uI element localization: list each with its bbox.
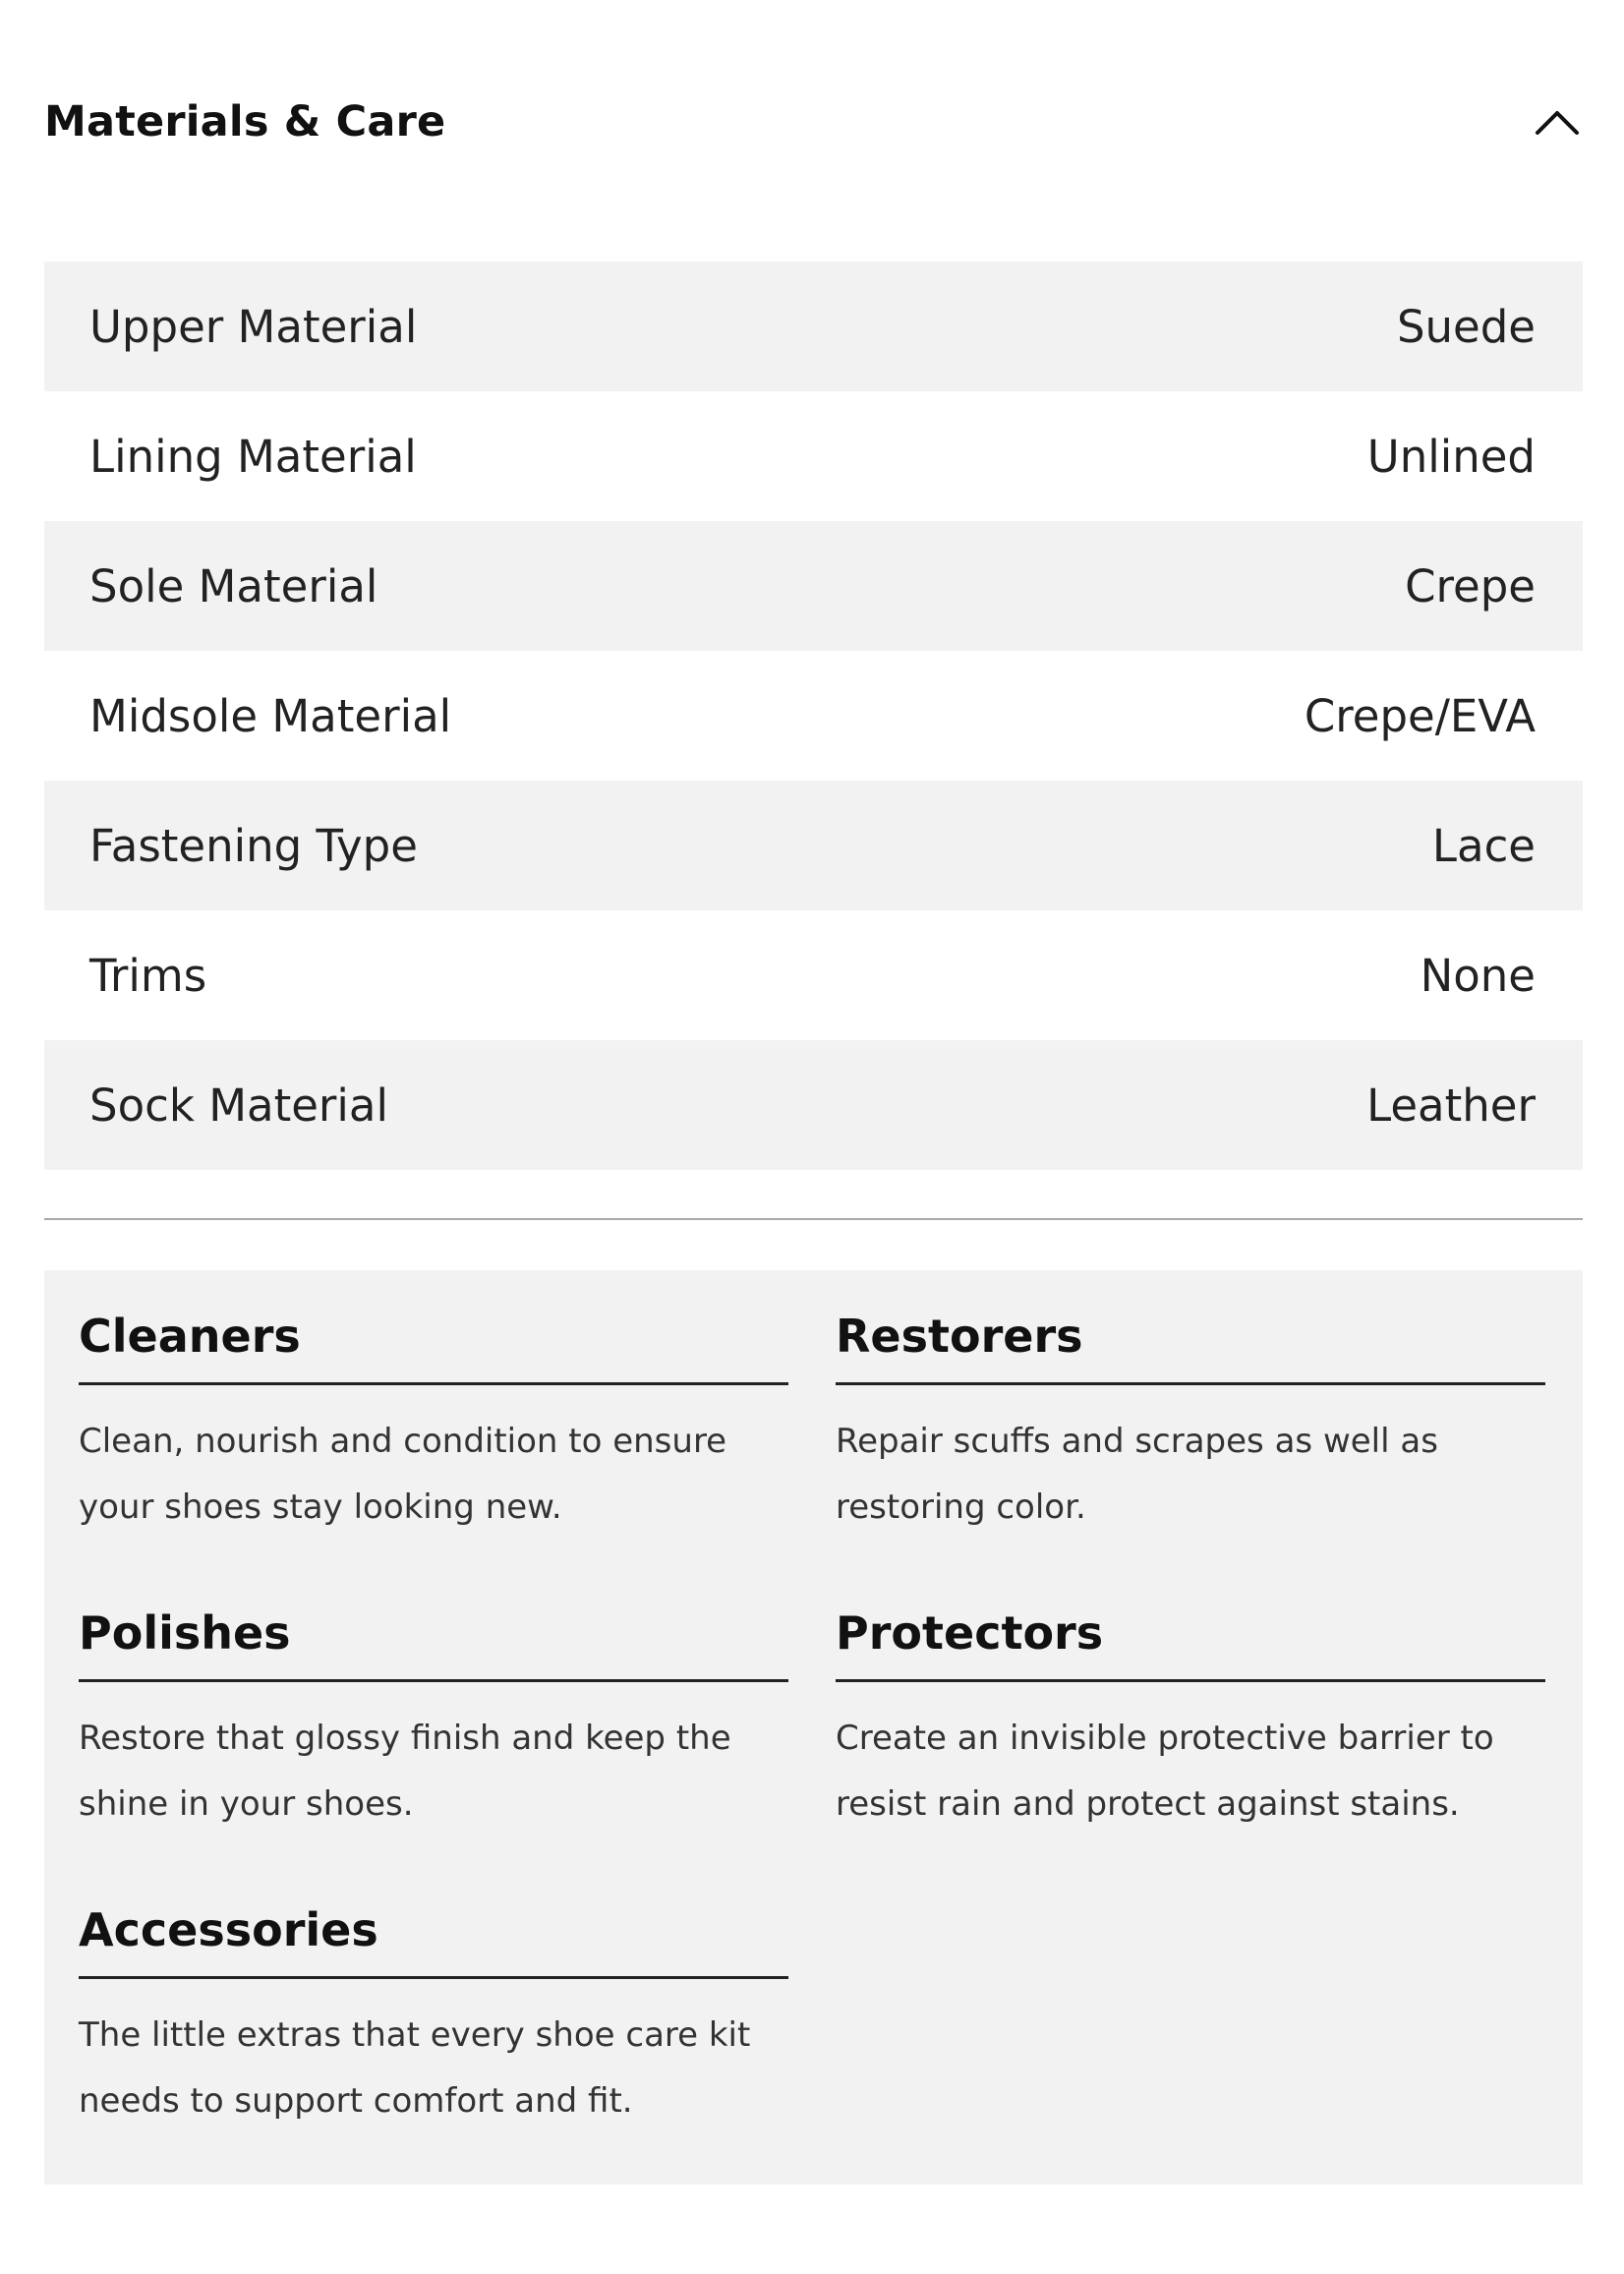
care-panel	[44, 1270, 1583, 2185]
care-item-accessories[interactable]	[79, 1903, 788, 2200]
care-item-polishes[interactable]	[79, 1606, 788, 1903]
care-item-cleaners[interactable]	[79, 1310, 788, 1606]
care-item-protectors[interactable]	[836, 1606, 1545, 1903]
spec-value: Crepe	[1405, 559, 1536, 612]
spec-label: Midsole Material	[89, 689, 452, 742]
care-title[interactable]: Protectors	[836, 1606, 1545, 1682]
spec-label: Fastening Type	[89, 819, 418, 872]
spec-row-midsole-material	[44, 651, 1583, 781]
spec-row-trims	[44, 910, 1583, 1040]
spec-row-upper-material	[44, 262, 1583, 391]
care-description: Create an invisible protective barrier to resist rain and protect against stains.	[836, 1719, 1494, 1824]
care-title[interactable]: Polishes	[79, 1606, 788, 1682]
section-divider	[44, 1218, 1583, 1220]
spec-value: Suede	[1396, 300, 1536, 353]
care-description: Repair scuffs and scrapes as well as restoring color.	[836, 1422, 1438, 1527]
care-description: Restore that glossy finish and keep the shine in your shoes.	[79, 1719, 731, 1824]
spec-value: Lace	[1431, 819, 1536, 872]
care-item-restorers[interactable]	[836, 1310, 1545, 1606]
spec-value: Unlined	[1366, 430, 1536, 483]
spec-label: Lining Material	[89, 430, 417, 483]
spec-value: Crepe/EVA	[1304, 689, 1536, 742]
spec-value: Leather	[1366, 1079, 1536, 1132]
spec-row-sole-material	[44, 521, 1583, 651]
spec-table	[44, 262, 1583, 1170]
spec-value: None	[1420, 949, 1536, 1002]
spec-label: Trims	[89, 949, 207, 1002]
spec-row-lining-material	[44, 391, 1583, 521]
care-title[interactable]: Restorers	[836, 1310, 1545, 1385]
spec-label: Upper Material	[89, 300, 418, 353]
care-title[interactable]: Accessories	[79, 1903, 788, 1979]
accordion-title: Materials & Care	[44, 97, 446, 146]
care-title[interactable]: Cleaners	[79, 1310, 788, 1385]
chevron-up-icon[interactable]	[1528, 92, 1587, 151]
spec-row-fastening-type	[44, 781, 1583, 910]
care-description: The little extras that every shoe care kit needs to support comfort and fit.	[79, 2015, 751, 2121]
spec-label: Sock Material	[89, 1079, 389, 1132]
spec-label: Sole Material	[89, 559, 378, 612]
spec-row-sock-material	[44, 1040, 1583, 1170]
care-description: Clean, nourish and condition to ensure your shoes stay looking new.	[79, 1422, 727, 1527]
accordion-header[interactable]	[44, 61, 1583, 183]
materials-care-section	[44, 0, 1583, 2185]
